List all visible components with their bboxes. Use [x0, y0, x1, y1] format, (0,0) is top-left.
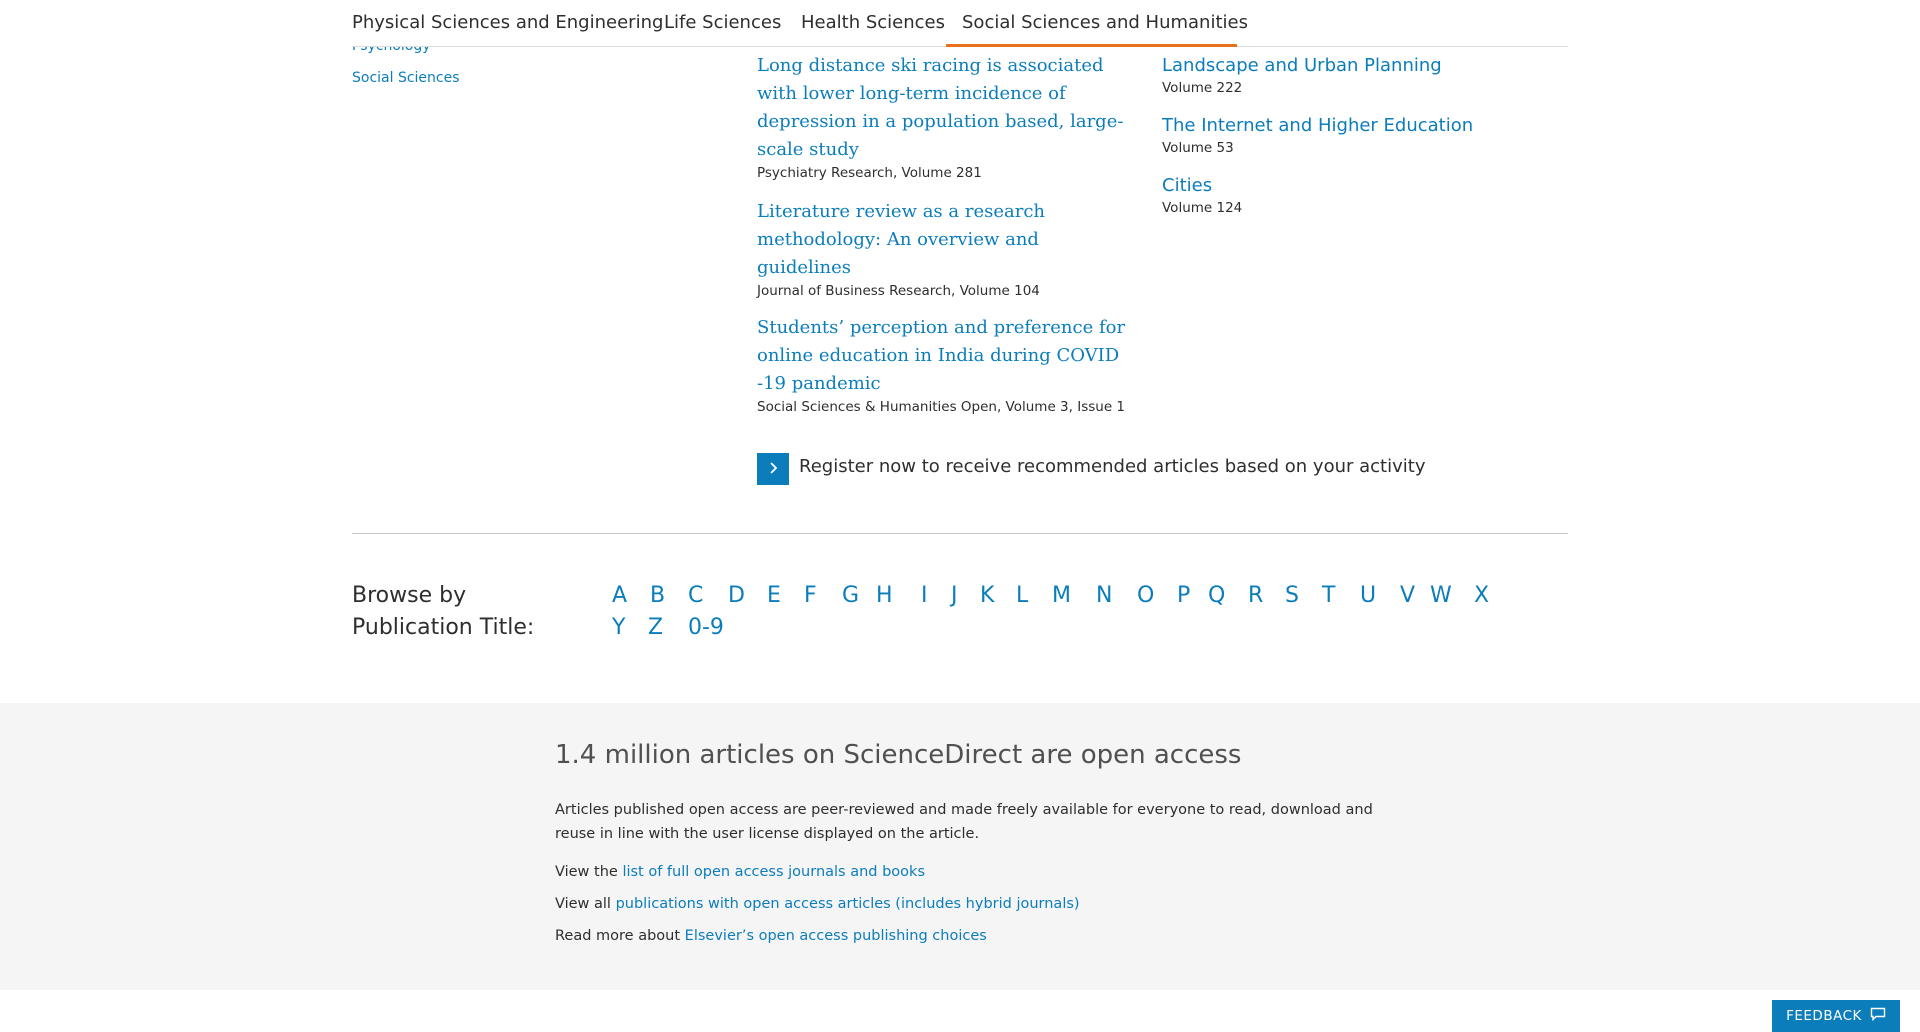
- open-access-publications-link[interactable]: publications with open access articles (includes hybrid journals): [615, 896, 1080, 912]
- browse-letter-v[interactable]: V: [1400, 583, 1416, 608]
- article-item: [757, 198, 1127, 300]
- journal-item: [1162, 173, 1562, 217]
- browse-letter-b[interactable]: B: [650, 583, 666, 608]
- tab-physical-sciences[interactable]: Physical Sciences and Engineering: [352, 12, 664, 33]
- active-tab-indicator: [946, 44, 1237, 47]
- browse-letter-z[interactable]: Z: [648, 615, 664, 640]
- subject-link-social-sciences[interactable]: Social Sciences: [352, 70, 460, 86]
- open-access-title: 1.4 million articles on ScienceDirect are open access: [555, 740, 1242, 770]
- journal-title-link[interactable]: Cities: [1162, 175, 1213, 196]
- article-source: Journal of Business Research, Volume 104: [757, 283, 1040, 299]
- browse-letter-a[interactable]: A: [612, 583, 628, 608]
- publishing-choices-link[interactable]: Elsevier’s open access publishing choices: [684, 928, 987, 944]
- browse-letter-f[interactable]: F: [804, 583, 817, 608]
- browse-letter-i[interactable]: I: [921, 583, 928, 608]
- journal-volume: Volume 53: [1162, 140, 1234, 156]
- open-access-line-1: [555, 864, 925, 880]
- browse-letter-r[interactable]: R: [1248, 583, 1264, 608]
- line-prefix: Read more about: [555, 928, 681, 944]
- browse-letter-g[interactable]: G: [842, 583, 860, 608]
- chevron-right-icon: [766, 460, 780, 479]
- journal-item: [1162, 113, 1562, 157]
- browse-letter-o[interactable]: O: [1137, 583, 1155, 608]
- browse-letter-h[interactable]: H: [876, 583, 893, 608]
- open-access-line-2: [555, 896, 1080, 912]
- browse-letters: [612, 580, 1562, 644]
- article-item: [757, 314, 1127, 416]
- browse-letter-s[interactable]: S: [1285, 583, 1299, 608]
- browse-letter-q[interactable]: Q: [1208, 583, 1226, 608]
- article-title-link[interactable]: Long distance ski racing is associated with lower long-term incidence of depression in a population based, large-scale study: [757, 55, 1124, 160]
- journal-title-link[interactable]: The Internet and Higher Education: [1162, 115, 1474, 136]
- browse-letter-0-9[interactable]: 0-9: [688, 615, 724, 640]
- speech-bubble-icon: [1870, 1007, 1886, 1025]
- article-source: Psychiatry Research, Volume 281: [757, 165, 982, 181]
- article-source: Social Sciences & Humanities Open, Volume 3, Issue 1: [757, 399, 1126, 415]
- browse-letter-w[interactable]: W: [1430, 583, 1452, 608]
- feedback-label: FEEDBACK: [1786, 1008, 1862, 1024]
- browse-letter-p[interactable]: P: [1177, 583, 1191, 608]
- browse-letter-j[interactable]: J: [951, 583, 958, 608]
- section-divider: [352, 533, 1568, 534]
- browse-letter-d[interactable]: D: [728, 583, 745, 608]
- tab-life-sciences[interactable]: Life Sciences: [664, 12, 782, 33]
- journal-volume: Volume 222: [1162, 80, 1243, 96]
- browse-letter-k[interactable]: K: [980, 583, 995, 608]
- browse-letter-y[interactable]: Y: [612, 615, 626, 640]
- browse-label: Browse by Publication Title:: [352, 583, 535, 640]
- article-item: [757, 52, 1127, 182]
- browse-letter-c[interactable]: C: [688, 583, 704, 608]
- journal-item: [1162, 53, 1562, 97]
- browse-letter-x[interactable]: X: [1474, 583, 1490, 608]
- subject-tab-bar: [352, 0, 1568, 47]
- article-title-link[interactable]: Literature review as a research methodology: An overview and guidelines: [757, 201, 1045, 278]
- line-prefix: View all: [555, 896, 611, 912]
- journal-title-link[interactable]: Landscape and Urban Planning: [1162, 55, 1442, 76]
- article-title-link[interactable]: Students’ perception and preference for online education in India during COVID -19 pandemic: [757, 317, 1126, 394]
- browse-letter-l[interactable]: L: [1016, 583, 1029, 608]
- open-access-line-3: [555, 928, 987, 944]
- browse-letter-u[interactable]: U: [1360, 583, 1377, 608]
- browse-letter-t[interactable]: T: [1322, 583, 1336, 608]
- browse-letter-e[interactable]: E: [767, 583, 781, 608]
- feedback-button[interactable]: [1772, 1000, 1900, 1032]
- journal-volume: Volume 124: [1162, 200, 1243, 216]
- register-button[interactable]: [757, 453, 789, 485]
- tab-health-sciences[interactable]: Health Sciences: [801, 12, 945, 33]
- line-prefix: View the: [555, 864, 618, 880]
- tab-social-sciences-humanities[interactable]: Social Sciences and Humanities: [962, 12, 1248, 33]
- open-access-journals-link[interactable]: list of full open access journals and books: [622, 864, 926, 880]
- register-text: Register now to receive recommended articles based on your activity: [799, 456, 1426, 477]
- open-access-description: Articles published open access are peer-reviewed and made freely available for everyone to read, download and reuse in line with the user license displayed on the article.: [555, 802, 1373, 842]
- browse-letter-m[interactable]: M: [1052, 583, 1071, 608]
- browse-letter-n[interactable]: N: [1096, 583, 1113, 608]
